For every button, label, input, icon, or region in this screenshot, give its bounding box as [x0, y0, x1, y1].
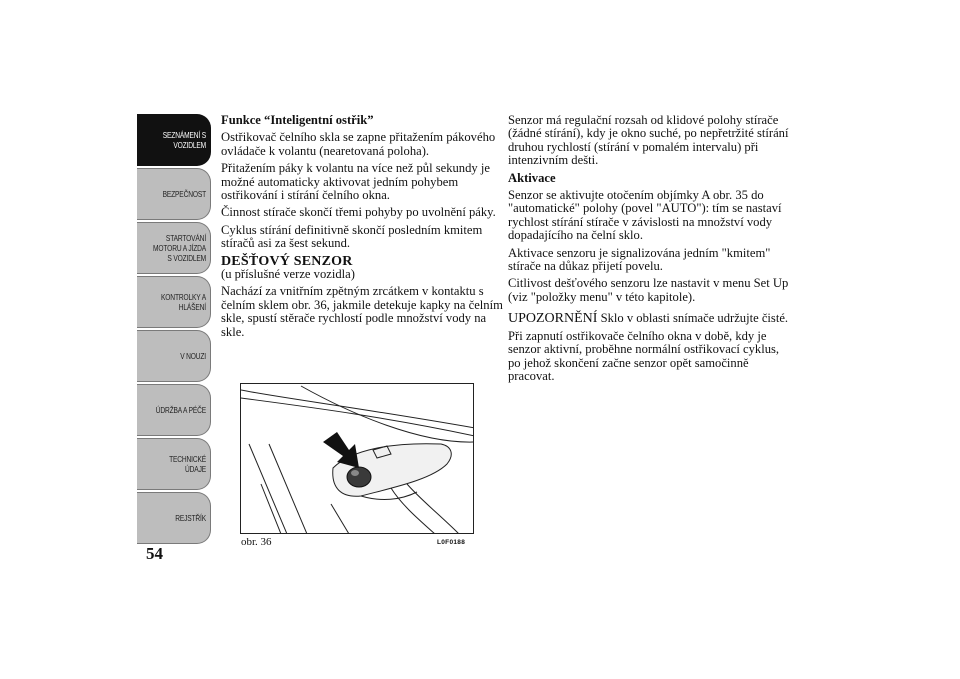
paragraph: Ostřikovač čelního skla se zapne přitažením pákového ovládače k volantu (nearetovaná poloha). — [221, 130, 496, 158]
paragraph: Cyklus stírání definitivně skončí posledním kmitem stíračů asi za šest sekund. — [221, 222, 483, 251]
page-number: 54 — [146, 544, 163, 563]
paragraph: Citlivost dešťového senzoru lze nastavit v menu Set Up (viz "položky menu" v této kapitole). — [508, 276, 789, 304]
tab-seznameni-s-vozidlem[interactable]: SEZNÁMENÍ S VOZIDLEM — [137, 114, 211, 166]
right-column — [508, 114, 793, 387]
figure-code: L0F0188 — [437, 539, 466, 546]
paragraph: Při zapnutí ostřikovače čelního okna v době, kdy je senzor aktivní, proběhne normální ostřikovací cyklus, po jehož skončení začne senzor opět samočinně pracovat. — [508, 328, 780, 383]
figure-rain-sensor — [240, 383, 474, 534]
rain-sensor-illustration — [241, 384, 474, 534]
paragraph: Senzor má regulační rozsah od klidové polohy stírače (žádné stírání), kdy je okno suché, po nepřetržité stírání druhou rychlostí (stírání v pomalém intervalu) při intenzivním dešti. — [508, 113, 789, 168]
intelligent-wash-heading: Funkce “Inteligentní ostřik” — [221, 113, 374, 127]
rain-sensor-title: DEŠŤOVÝ SENZOR — [221, 253, 353, 269]
tab-udrzba-a-pece[interactable]: ÚDRŽBA A PÉČE — [137, 384, 211, 436]
warning-note — [508, 312, 793, 325]
tab-startovani-motoru[interactable]: STARTOVÁNÍ MOTORU A JÍZDA S VOZIDLEM — [137, 222, 211, 274]
paragraph: Přitažením páky k volantu na více než půl sekundy je možné automaticky aktivovat jedním pohybem ostřikování i stírání čelního okna. — [221, 161, 490, 203]
left-column — [221, 114, 506, 343]
section-subtitle: (u příslušné verze vozidla) — [221, 267, 355, 282]
chapter-sidebar — [137, 114, 211, 546]
pointer-arrow-icon — [323, 432, 359, 468]
tab-v-nouzi[interactable]: V NOUZI — [137, 330, 211, 382]
paragraph: Aktivace senzoru je signalizována jedním "kmitem" stírače na důkaz přijetí povelu. — [508, 245, 771, 274]
paragraph: Senzor se aktivujte otočením objímky A obr. 35 do "automatické" polohy (povel "AUTO"): tím se nastaví rychlost stírání stírače v závislosti na množství vody dopadajícího na čelní sklo. — [508, 188, 782, 243]
figure-caption: obr. 36 — [241, 536, 272, 548]
warning-text: Sklo v oblasti snímače udržujte čisté. — [597, 311, 789, 326]
paragraph: Nachází za vnitřním zpětným zrcátkem v kontaktu s čelním sklem obr. 36, jakmile detekuje kapky na čelním skle, spustí stěrače rychlostí podle množství vody na skle. — [221, 284, 503, 339]
activation-heading: Aktivace — [508, 170, 556, 185]
tab-kontrolky-a-hlaseni[interactable]: KONTROLKY A HLÁŠENÍ — [137, 276, 211, 328]
tab-bezpecnost[interactable]: BEZPEČNOST — [137, 168, 211, 220]
tab-technicke-udaje[interactable]: TECHNICKÉ ÚDAJE — [137, 438, 211, 490]
tab-rejstrik[interactable]: REJSTŘÍK — [137, 492, 211, 544]
warning-label: UPOZORNĚNÍ — [508, 311, 598, 327]
paragraph: Činnost stírače skončí třemi pohyby po uvolnění páky. — [221, 205, 496, 220]
